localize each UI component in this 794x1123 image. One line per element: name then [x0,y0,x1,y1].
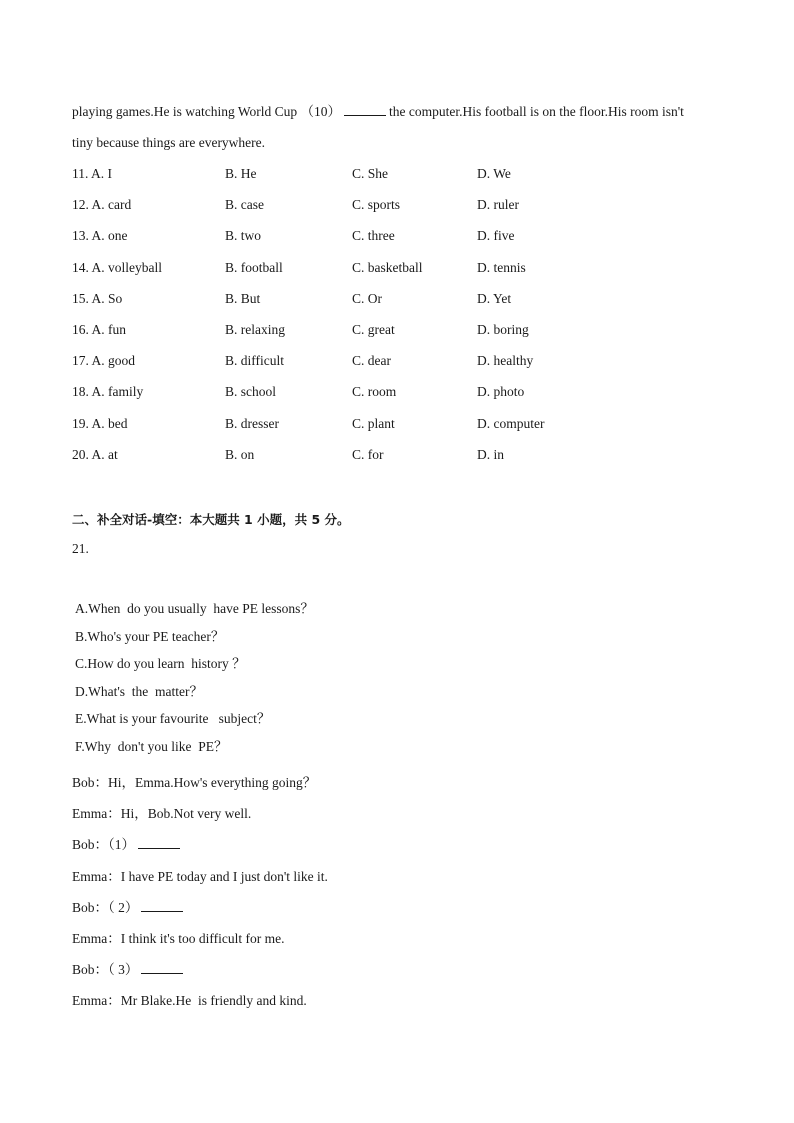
choice-option[interactable]: 20. A. at [72,446,118,462]
answer-blank[interactable] [141,899,183,912]
passage-line-2: tiny because things are everywhere. [72,135,266,150]
dialogue-line: Emma：Hi，Bob.Not very well. [72,806,252,822]
question-row [72,197,722,217]
section-heading: 二、补全对话-填空：本大题共 1 小题，共 5 分。 [72,512,350,527]
choice-option[interactable]: C. for [352,446,384,462]
answer-blank-10[interactable] [344,103,386,116]
choice-option[interactable]: C. room [352,384,397,400]
choice-option[interactable]: B. He [225,166,257,181]
dialogue-option: B.Who's your PE teacher？ [75,628,225,644]
dialogue-option: C.How do you learn history ？ [75,656,246,672]
choice-option[interactable]: C. Or [352,290,382,306]
dialogue-line: Bob：Hi，Emma.How's everything going？ [72,775,317,790]
choice-option[interactable]: D. Yet [477,290,512,306]
passage-line-1: playing games.He is watching World Cup （10） the computer.His football is on the floor.His room isn't [72,104,684,119]
choice-option[interactable]: B. two [225,228,262,244]
choice-option[interactable]: 11. A. I [72,166,112,181]
dialogue-line: Emma：I have PE today and I just don't like it. [72,868,328,884]
choice-option[interactable]: C. plant [352,415,395,431]
choice-option[interactable]: D. boring [477,322,529,337]
dialogue-option: E.What is your favourite subject？ [75,711,271,727]
choice-option[interactable]: 18. A. family [72,384,144,400]
choice-option[interactable]: D. ruler [477,197,519,213]
choice-option[interactable]: D. tennis [477,259,526,275]
dialogue-line: Bob：（1） [72,833,183,853]
choice-option[interactable]: 14. A. volleyball [72,259,162,275]
dialogue-line: Bob：（ 2） [72,896,186,916]
choice-option[interactable]: B. difficult [225,353,284,369]
choice-option[interactable]: D. healthy [477,353,534,369]
choice-option[interactable]: D. photo [477,384,525,400]
question-row [72,353,722,373]
question-row [72,166,722,186]
dialogue-line: Bob：（ 3） [72,958,186,978]
choice-option[interactable]: 17. A. good [72,353,136,369]
choice-option[interactable]: B. on [225,446,255,462]
choice-option[interactable]: B. case [225,197,264,213]
choice-option[interactable]: C. sports [352,197,401,213]
question-number: 21. [72,541,89,556]
question-row [72,260,722,280]
choice-option[interactable]: C. basketball [352,259,423,275]
choice-option[interactable]: 16. A. fun [72,322,126,337]
dialogue-line: Emma：I think it's too difficult for me. [72,931,285,946]
dialogue-line: Emma：Mr Blake.He is friendly and kind. [72,993,307,1009]
question-row [72,291,722,311]
dialogue-option: A.When do you usually have PE lessons？ [75,601,314,616]
choice-option[interactable]: C. three [352,228,395,244]
choice-option[interactable]: B. relaxing [225,322,285,337]
choice-option[interactable]: C. dear [352,353,391,369]
answer-blank[interactable] [138,836,180,849]
question-row [72,447,722,467]
choice-option[interactable]: B. school [225,384,277,400]
choice-option[interactable]: 15. A. So [72,290,123,306]
answer-blank[interactable] [141,961,183,974]
choice-option[interactable]: B. football [225,259,283,275]
choice-option[interactable]: C. She [352,166,389,181]
question-row [72,228,722,248]
question-row [72,384,722,404]
choice-option[interactable]: 19. A. bed [72,415,128,431]
choice-option[interactable]: D. in [477,446,504,462]
choice-option[interactable]: D. We [477,166,511,181]
choice-option[interactable]: 13. A. one [72,228,128,244]
choice-option[interactable]: B. But [225,290,261,306]
dialogue-option: F.Why don't you like PE？ [75,739,228,754]
choice-option[interactable]: D. five [477,228,515,244]
choice-option[interactable]: D. computer [477,415,545,431]
question-row [72,322,722,342]
passage-text [72,96,722,158]
choice-option[interactable]: B. dresser [225,415,279,431]
question-row [72,416,722,436]
choice-option[interactable]: C. great [352,322,395,337]
dialogue-option: D.What's the matter？ [75,683,204,699]
choice-option[interactable]: 12. A. card [72,197,132,213]
